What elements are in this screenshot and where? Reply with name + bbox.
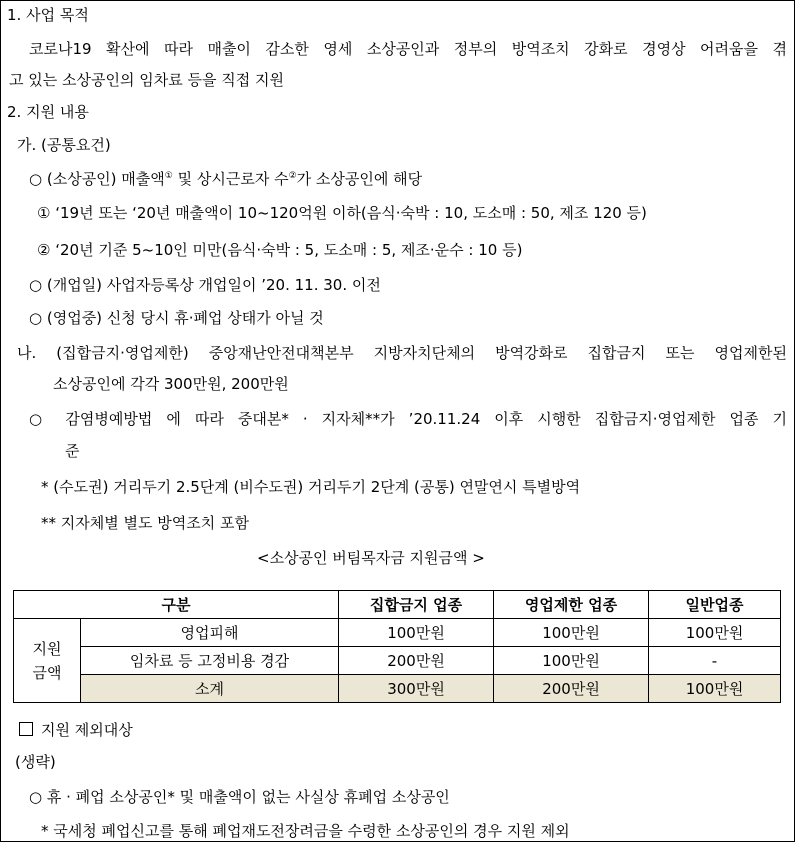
table-subtotal-row: [14, 675, 781, 703]
section1-paragraph-line1: 코로나19 확산에 따라 매출이 감소한 영세 소상공인과 정부의 방역조치 강화로 경영상 어려움을 겪: [29, 40, 787, 58]
cell-value: 300만원: [339, 675, 494, 703]
requirement-small-business-mid: 및 상시근로자 수: [172, 170, 289, 188]
requirement-in-operation: ○ (영업중) 신청 당시 휴·폐업 상태가 아닐 것: [29, 309, 324, 327]
cell-value: 100만원: [339, 619, 494, 647]
table-header-row: [14, 591, 781, 619]
restriction-criteria-line2: 준: [65, 442, 80, 460]
exclusion-note: * 국세청 폐업신고를 통해 폐업재도전장려금을 수령한 소상공인의 경우 지원 제외: [41, 822, 570, 840]
exclusion-item: ○ 휴 · 폐업 소상공인* 및 매출액이 없는 사실상 휴폐업 소상공인: [29, 788, 450, 806]
section1-heading: 1. 사업 목적: [7, 6, 89, 24]
checkbox-square-icon: [19, 722, 33, 736]
restriction-criteria-line1: ○ 감염병예방법 에 따라 중대본* · 지자체**가 ’20.11.24 이후 시행한 집합금지·영업제한 업종 기: [29, 410, 787, 428]
requirement-small-business-prefix: ○ (소상공인) 매출액: [29, 170, 165, 188]
row-group-label: [14, 619, 81, 703]
common-requirements-label: 가. (공통요건): [17, 136, 111, 154]
note-distancing: * (수도권) 거리두기 2.5단계 (비수도권) 거리두기 2단계 (공통) 연말연시 특별방역: [41, 478, 581, 496]
header-business-restriction: 영업제한 업종: [494, 591, 649, 619]
section2-heading: 2. 지원 내용: [7, 103, 89, 121]
requirement-small-business: [29, 170, 422, 188]
table-title: <소상공인 버팀목자금 지원금액 >: [257, 549, 485, 567]
sales-criteria: ① ‘19년 또는 ‘20년 매출액이 10~120억원 이하(음식·숙박 : 10, 도소매 : 50, 제조 120 등): [37, 204, 647, 222]
row-label: 소계: [81, 675, 339, 703]
row-group-label-1: 지원: [32, 639, 62, 658]
header-category: 구분: [14, 591, 339, 619]
cell-value: 100만원: [494, 619, 649, 647]
cell-value: 100만원: [649, 675, 781, 703]
requirement-small-business-suffix: 가 소상공인에 해당: [296, 170, 423, 188]
cell-value: -: [649, 647, 781, 675]
section1-paragraph-line2: 고 있는 소상공인의 임차료 등을 직접 지원: [9, 71, 284, 89]
header-general: 일반업종: [649, 591, 781, 619]
exclusion-omitted: (생략): [15, 753, 56, 771]
cell-value: 100만원: [494, 647, 649, 675]
employee-criteria: ② ‘20년 기준 5~10인 미만(음식·숙박 : 5, 도소매 : 5, 제조·운수 : 10 등): [37, 241, 523, 259]
note-local-measures: ** 지자체별 별도 방역조치 포함: [41, 514, 249, 532]
restriction-line1: 나. (집합금지·영업제한) 중앙재난안전대책본부 지방자치단체의 방역강화로 집합금지 또는 영업제한된: [17, 344, 787, 362]
restriction-line2: 소상공인에 각각 300만원, 200만원: [53, 375, 289, 393]
footnote-marker-1: ①: [164, 171, 173, 181]
row-label: 영업피해: [81, 619, 339, 647]
exclusion-heading-line: [19, 721, 133, 739]
table-row: [14, 647, 781, 675]
cell-value: 100만원: [649, 619, 781, 647]
exclusion-heading: 지원 제외대상: [41, 721, 133, 739]
cell-value: 200만원: [339, 647, 494, 675]
support-amount-table: [13, 590, 781, 703]
row-group-label-2: 금액: [32, 663, 62, 682]
requirement-opening-date: ○ (개업일) 사업자등록상 개업일이 ’20. 11. 30. 이전: [29, 276, 381, 294]
row-label: 임차료 등 고정비용 경감: [81, 647, 339, 675]
table-row: [14, 619, 781, 647]
footnote-marker-2: ②: [288, 171, 297, 181]
header-gathering-ban: 집합금지 업종: [339, 591, 494, 619]
cell-value: 200만원: [494, 675, 649, 703]
